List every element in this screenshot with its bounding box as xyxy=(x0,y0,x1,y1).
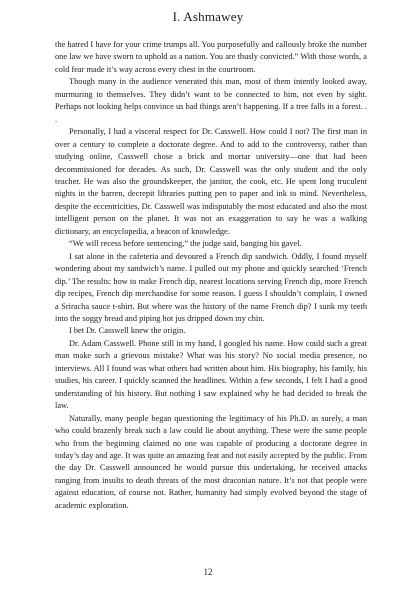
running-head: I. Ashmawey xyxy=(172,9,244,24)
body-text xyxy=(55,39,367,512)
paragraph-5: I sat alone in the cafeteria and devoured a French dip sandwich. Oddly, I found myself wondering about my sandwich’s name. I pulled out my phone and quickly searched ‘French dip.’ The results: how to make French dip, nearest locations serving French dip, more French dip recipes, French dip merchandise for some reason. I guess I shouldn’t complain, I owned a Sriracha sauce t-shirt. But where was the history of the name French dip? I sunk my teeth into the soggy bread and piping hot jus dripped down my chin. xyxy=(55,251,367,323)
paragraph-4: “We will recess before sentencing,” the judge said, banging his gavel. xyxy=(69,239,302,249)
paragraph-8: Naturally, many people began questioning the legitimacy of his Ph.D. as surely, a man who could brazenly break such a law could lie about anything. These were the same people who from the beginning claimed no one was capable of producing a doctorate degree in today’s day and age. It was quite an amazing feat and not easily accepted by the public. From the day Dr. Casswell announced he would pursue this undertaking, he received attacks ranging from insults to death threats of the most draconian nature. It’s not that people were against education, of course not. Rather, humanity had simply evolved beyond the stage of academic exploration. xyxy=(55,413,367,510)
paragraph-6: I bet Dr. Casswell knew the origin. xyxy=(69,326,186,336)
page-number: 12 xyxy=(203,567,213,577)
paragraph-1: the hatred I have for your crime trumps all. You purposefully and callously broke the number one law we have sworn to uphold as a nation. You are thusly convicted.” With those words, a cold fear made it’s way across every chest in the courtroom. xyxy=(55,40,367,74)
paragraph-3: Personally, I had a visceral respect for Dr. Casswell. How could I not? The first man in over a century to complete a doctorate degree. And to add to the controversy, rather than studying online, Casswell chose a brick and mortar university—one that had been decommissioned for decades. As such, Dr. Casswell was the only student and the only teacher. He was also the groundskeeper, the janitor, the cook, etc. He spent long truculent nights in the barren, decrepit libraries putting pen to paper and ink to mind. Nevertheless, despite the eccentricities, Dr. Casswell was indisputably the most educated and also the most intelligent person on the planet. It was not an exaggeration to say he was a walking dictionary, an encyclopedia, a beacon of knowledge. xyxy=(55,127,367,236)
paragraph-2: Though many in the audience venerated this man, most of them intently looked away, murmuring to themselves. They didn’t want to be connected to him, not even by sight. Perhaps not looking helps convince us bad things aren’t happening. If a tree falls in a forest. . . xyxy=(55,77,367,124)
paragraph-7: Dr. Adam Casswell. Phone still in my hand, I googled his name. How could such a great man make such a grievous mistake? What was his story? No social media presence, no interviews. All I found was what others had written about him. His biography, his family, his studies, his career. I quickly scanned the headlines. Within a few seconds, I felt I had a good understanding of his history. But nothing I saw explained why he had decided to break the law. xyxy=(55,338,367,411)
